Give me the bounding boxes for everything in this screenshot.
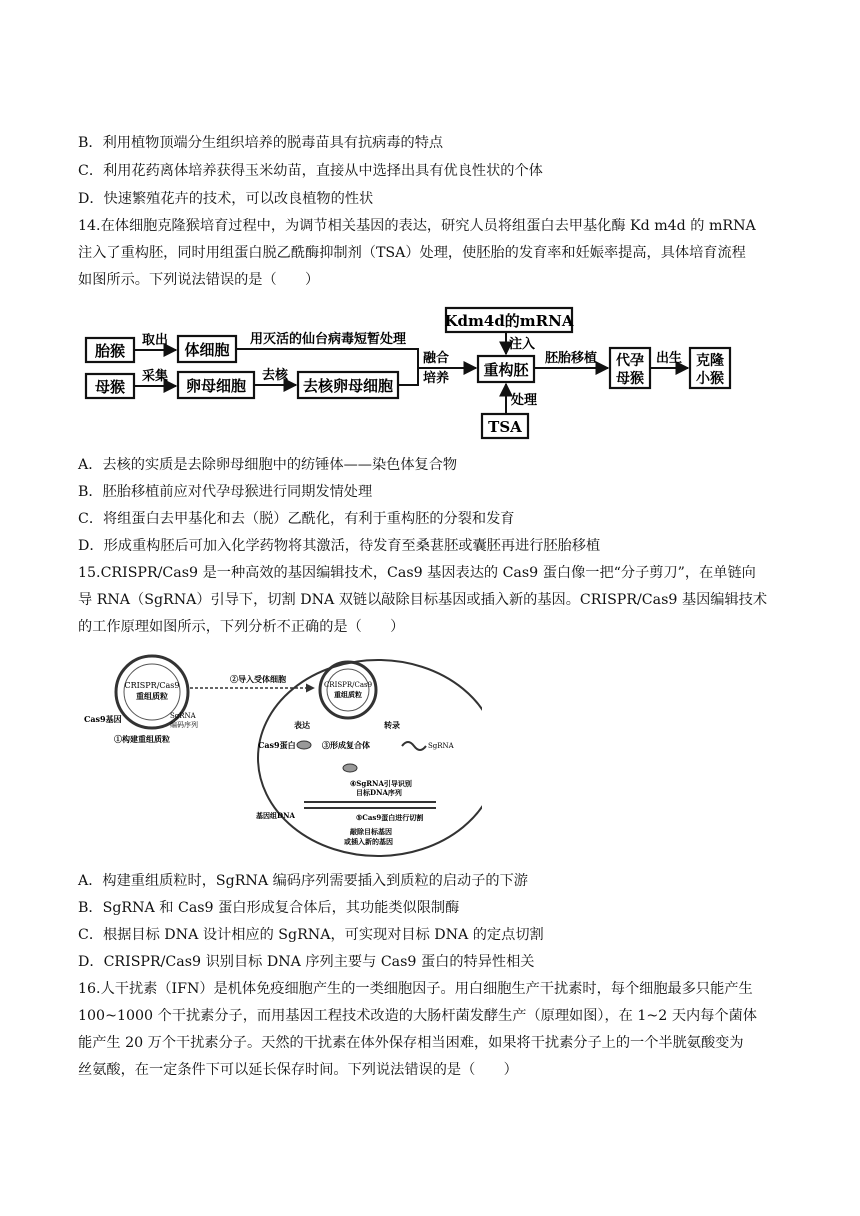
q14-stem-line3: 如图所示。下列说法错误的是（ ）	[78, 272, 320, 288]
cas9-protein-shape	[297, 741, 311, 749]
genomic-dna-label: 基因组DNA	[256, 811, 295, 820]
label-clone-line2: 小猴	[696, 371, 724, 387]
q14-stem-line1: 14.在体细胞克隆猴培育过程中，为调节相关基因的表达，研究人员将组蛋白去甲基化酶 Kd m4d 的 mRNA	[78, 218, 756, 234]
q14-option-b: B．胚胎移植前应对代孕母猴进行同期发情处理	[78, 484, 373, 500]
q15-option-d: D．CRISPR/Cas9 识别目标 DNA 序列主要与 Cas9 蛋白的特异性相关	[78, 954, 535, 970]
label-enucleate: 去核	[261, 368, 289, 383]
label-inactivated-virus: 用灭活的仙台病毒短暂处理	[249, 332, 407, 347]
q15-crispr-diagram	[82, 648, 482, 858]
step5-label: ⑤Cas9蛋白进行切割	[356, 813, 424, 822]
label-inject: 注入	[508, 337, 536, 352]
plasmid-label-2: 重组质粒	[136, 691, 168, 701]
label-mother-monkey: 母猴	[94, 378, 126, 396]
q13-option-c: C．利用花药离体培养获得玉米幼苗，直接从中选择出具有优良性状的个体	[78, 163, 543, 179]
label-embryo-transfer: 胚胎移植	[544, 351, 598, 366]
express-label: 表达	[294, 720, 310, 730]
cas9-gene-label: Cas9基因	[84, 714, 122, 724]
label-take-out: 取出	[141, 333, 169, 348]
sgrna-code-label-1: SgRNA	[170, 712, 196, 720]
cas9-protein-label: Cas9蛋白	[258, 740, 296, 750]
sgrna-code-label-2: 编码序列	[170, 721, 198, 729]
q15-stem-line1: 15.CRISPR/Cas9 是一种高效的基因编辑技术，Cas9 基因表达的 Cas9 蛋白像一把“分子剪刀”，在单链向	[78, 565, 756, 581]
q16-stem-line3: 能产生 20 万个干扰素分子。天然的干扰素在体外保存相当困难，如果将干扰素分子上的一个半胱氨酸变为	[78, 1035, 744, 1051]
q16-stem-line4: 丝氨酸，在一定条件下可以延长保存时间。下列说法错误的是（ ）	[78, 1062, 518, 1078]
label-surrogate-line2: 母猴	[616, 371, 644, 387]
q15-option-c: C．根据目标 DNA 设计相应的 SgRNA，可实现对目标 DNA 的定点切割	[78, 927, 544, 943]
q14-cloning-flowchart	[78, 300, 758, 442]
q15-stem-line3: 的工作原理如图所示，下列分析不正确的是（ ）	[78, 619, 405, 635]
step2-label: ②导入受体细胞	[230, 674, 286, 684]
inner-plasmid-label-1: CRISPR/Cas9	[323, 681, 373, 689]
q13-option-d: D．快速繁殖花卉的技术，可以改良植物的性状	[78, 191, 374, 207]
q14-option-c: C．将组蛋白去甲基化和去（脱）乙酰化，有利于重构胚的分裂和发育	[78, 511, 515, 527]
label-clone-line1: 克隆	[696, 353, 724, 369]
q14-option-d: D．形成重构胚后可加入化学药物将其激活，待发育至桑葚胚或囊胚再进行胚胎移植	[78, 538, 601, 554]
label-collect: 采集	[141, 369, 169, 384]
step1-label: ①构建重组质粒	[114, 734, 170, 744]
sgrna-label: SgRNA	[428, 742, 454, 750]
label-treat: 处理	[510, 393, 538, 408]
q15-stem-line2: 导 RNA（SgRNA）引导下，切割 DNA 双链以敲除目标基因或插入新的基因。CRISPR/Cas9 基因编辑技术	[78, 592, 768, 608]
sgrna-shape	[402, 742, 426, 750]
step3-label: ③形成复合体	[322, 740, 370, 750]
label-culture: 培养	[422, 371, 450, 386]
q15-option-a: A．构建重组质粒时，SgRNA 编码序列需要插入到质粒的启动子的下游	[78, 873, 528, 889]
q14-option-a: A．去核的实质是去除卵母细胞中的纺锤体——染色体复合物	[78, 457, 458, 473]
label-reconstructed-embryo: 重构胚	[483, 361, 529, 379]
q16-stem-line1: 16.人干扰素（IFN）是机体免疫细胞产生的一类细胞因子。用白细胞生产干扰素时，每个细胞最多只能产生	[78, 981, 753, 997]
q14-stem-line2: 注入了重构胚，同时用组蛋白脱乙酰酶抑制剂（TSA）处理，使胚胎的发育率和妊娠率提高，具体培育流程	[78, 245, 746, 261]
label-enucleated-oocyte: 去核卵母细胞	[302, 377, 394, 395]
q16-stem-line2: 100~1000 个干扰素分子，而用基因工程技术改造的大肠杆菌发酵生产（原理如图），在 1~2 天内每个菌体	[78, 1008, 757, 1024]
label-birth: 出生	[655, 351, 683, 366]
step4-label-2: 目标DNA序列	[356, 788, 402, 797]
label-fetal-monkey: 胎猴	[94, 342, 126, 360]
q15-option-b: B．SgRNA 和 Cas9 蛋白形成复合体后，其功能类似限制酶	[78, 900, 460, 916]
label-kdm4d-mrna: Kdm4d的mRNA	[444, 312, 574, 330]
transcribe-label: 转录	[384, 720, 400, 730]
plasmid-label-1: CRISPR/Cas9	[124, 681, 180, 690]
label-oocyte: 卵母细胞	[185, 377, 247, 395]
label-fusion: 融合	[422, 351, 450, 366]
result-label-2: 或插入新的基因	[344, 837, 393, 846]
label-somatic-cell: 体细胞	[184, 341, 230, 359]
label-tsa: TSA	[488, 418, 522, 436]
label-surrogate-line1: 代孕	[616, 353, 644, 369]
q13-option-b: B．利用植物顶端分生组织培养的脱毒苗具有抗病毒的特点	[78, 135, 444, 151]
inner-plasmid-label-2: 重组质粒	[334, 690, 362, 699]
result-label-1: 敲除目标基因	[350, 827, 392, 836]
step4-label-1: ④SgRNA引导识别	[350, 779, 412, 788]
complex-shape	[343, 764, 357, 772]
